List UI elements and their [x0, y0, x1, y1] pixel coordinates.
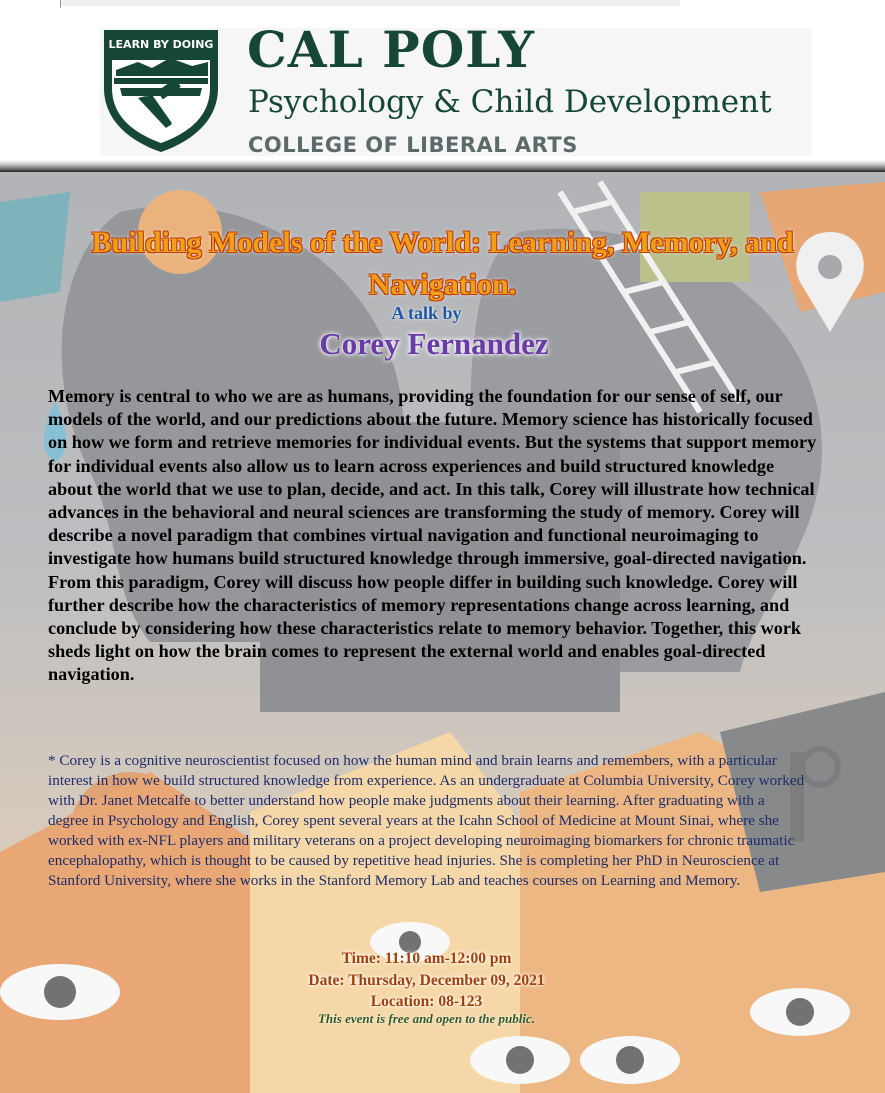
header-divider	[0, 160, 885, 172]
speaker-name: Corey Fernandez	[319, 326, 549, 361]
top-border-tick	[60, 0, 61, 8]
college-name: COLLEGE OF LIBERAL ARTS	[248, 133, 578, 157]
page-header	[0, 0, 885, 165]
talk-abstract: Memory is central to who we are as humans, providing the foundation for our sense of self, our models of the world, and our predictions about the future. Memory science has historically focused on how we form and retrieve memories for individual events. But the systems that support memory for individual events also allow us to learn across experiences and build structured knowledge about the world that we use to plan, decide, and act. In this talk, Corey will illustrate how technical advances in the behavioral and neural sciences are transforming the study of memory. Corey will describe a novel paradigm that combines virtual navigation and functional neuroimaging to investigate how humans build structured knowledge through immersive, goal-directed navigation. From this paradigm, Corey will discuss how people differ in building such knowledge. Corey will further describe how the characteristics of memory representations change across learning, and conclude by considering how these characteristics relate to memory behavior. Together, this work sheds light on how the brain comes to represent the external world and enables goal-directed navigation.	[48, 386, 817, 685]
talk-title: Building Models of the World: Learning, Memory, and Navigation.	[91, 226, 794, 301]
shield-logo	[100, 26, 222, 154]
event-note: This event is free and open to the public.	[317, 1011, 536, 1026]
event-details	[0, 948, 853, 1013]
event-location: Location: 08-123	[370, 993, 483, 1010]
top-border	[60, 0, 680, 6]
speaker-bio: * Corey is a cognitive neuroscientist focused on how the human mind and brain learns and remembers, with a particular interest in how we build structured knowledge from experience. As an undergraduate at Columbia University, Corey worked with Dr. Janet Metcalfe to better understand how people make judgments about their learning. After graduating with a degree in Psychology and English, Corey spent several years at the Icahn School of Medicine at Mount Sinai, where she worked with ex-NFL players and military veterans on a project developing neuroimaging biomarkers for chronic traumatic encephalopathy, which is thought to be caused by repetitive head injuries. She is completing her PhD in Neuroscience at Stanford University, where she works in the Stanford Memory Lab and teaches courses on Learning and Memory.	[48, 752, 805, 889]
department-name: Psychology & Child Development	[248, 84, 772, 120]
event-time: Time: 11:10 am-12:00 pm	[341, 950, 512, 967]
talk-byline: A talk by	[391, 303, 462, 323]
shield-text: LEARN BY DOING	[108, 38, 214, 51]
event-date: Date: Thursday, December 09, 2021	[308, 971, 545, 989]
brand-title: CAL POLY	[247, 20, 535, 79]
